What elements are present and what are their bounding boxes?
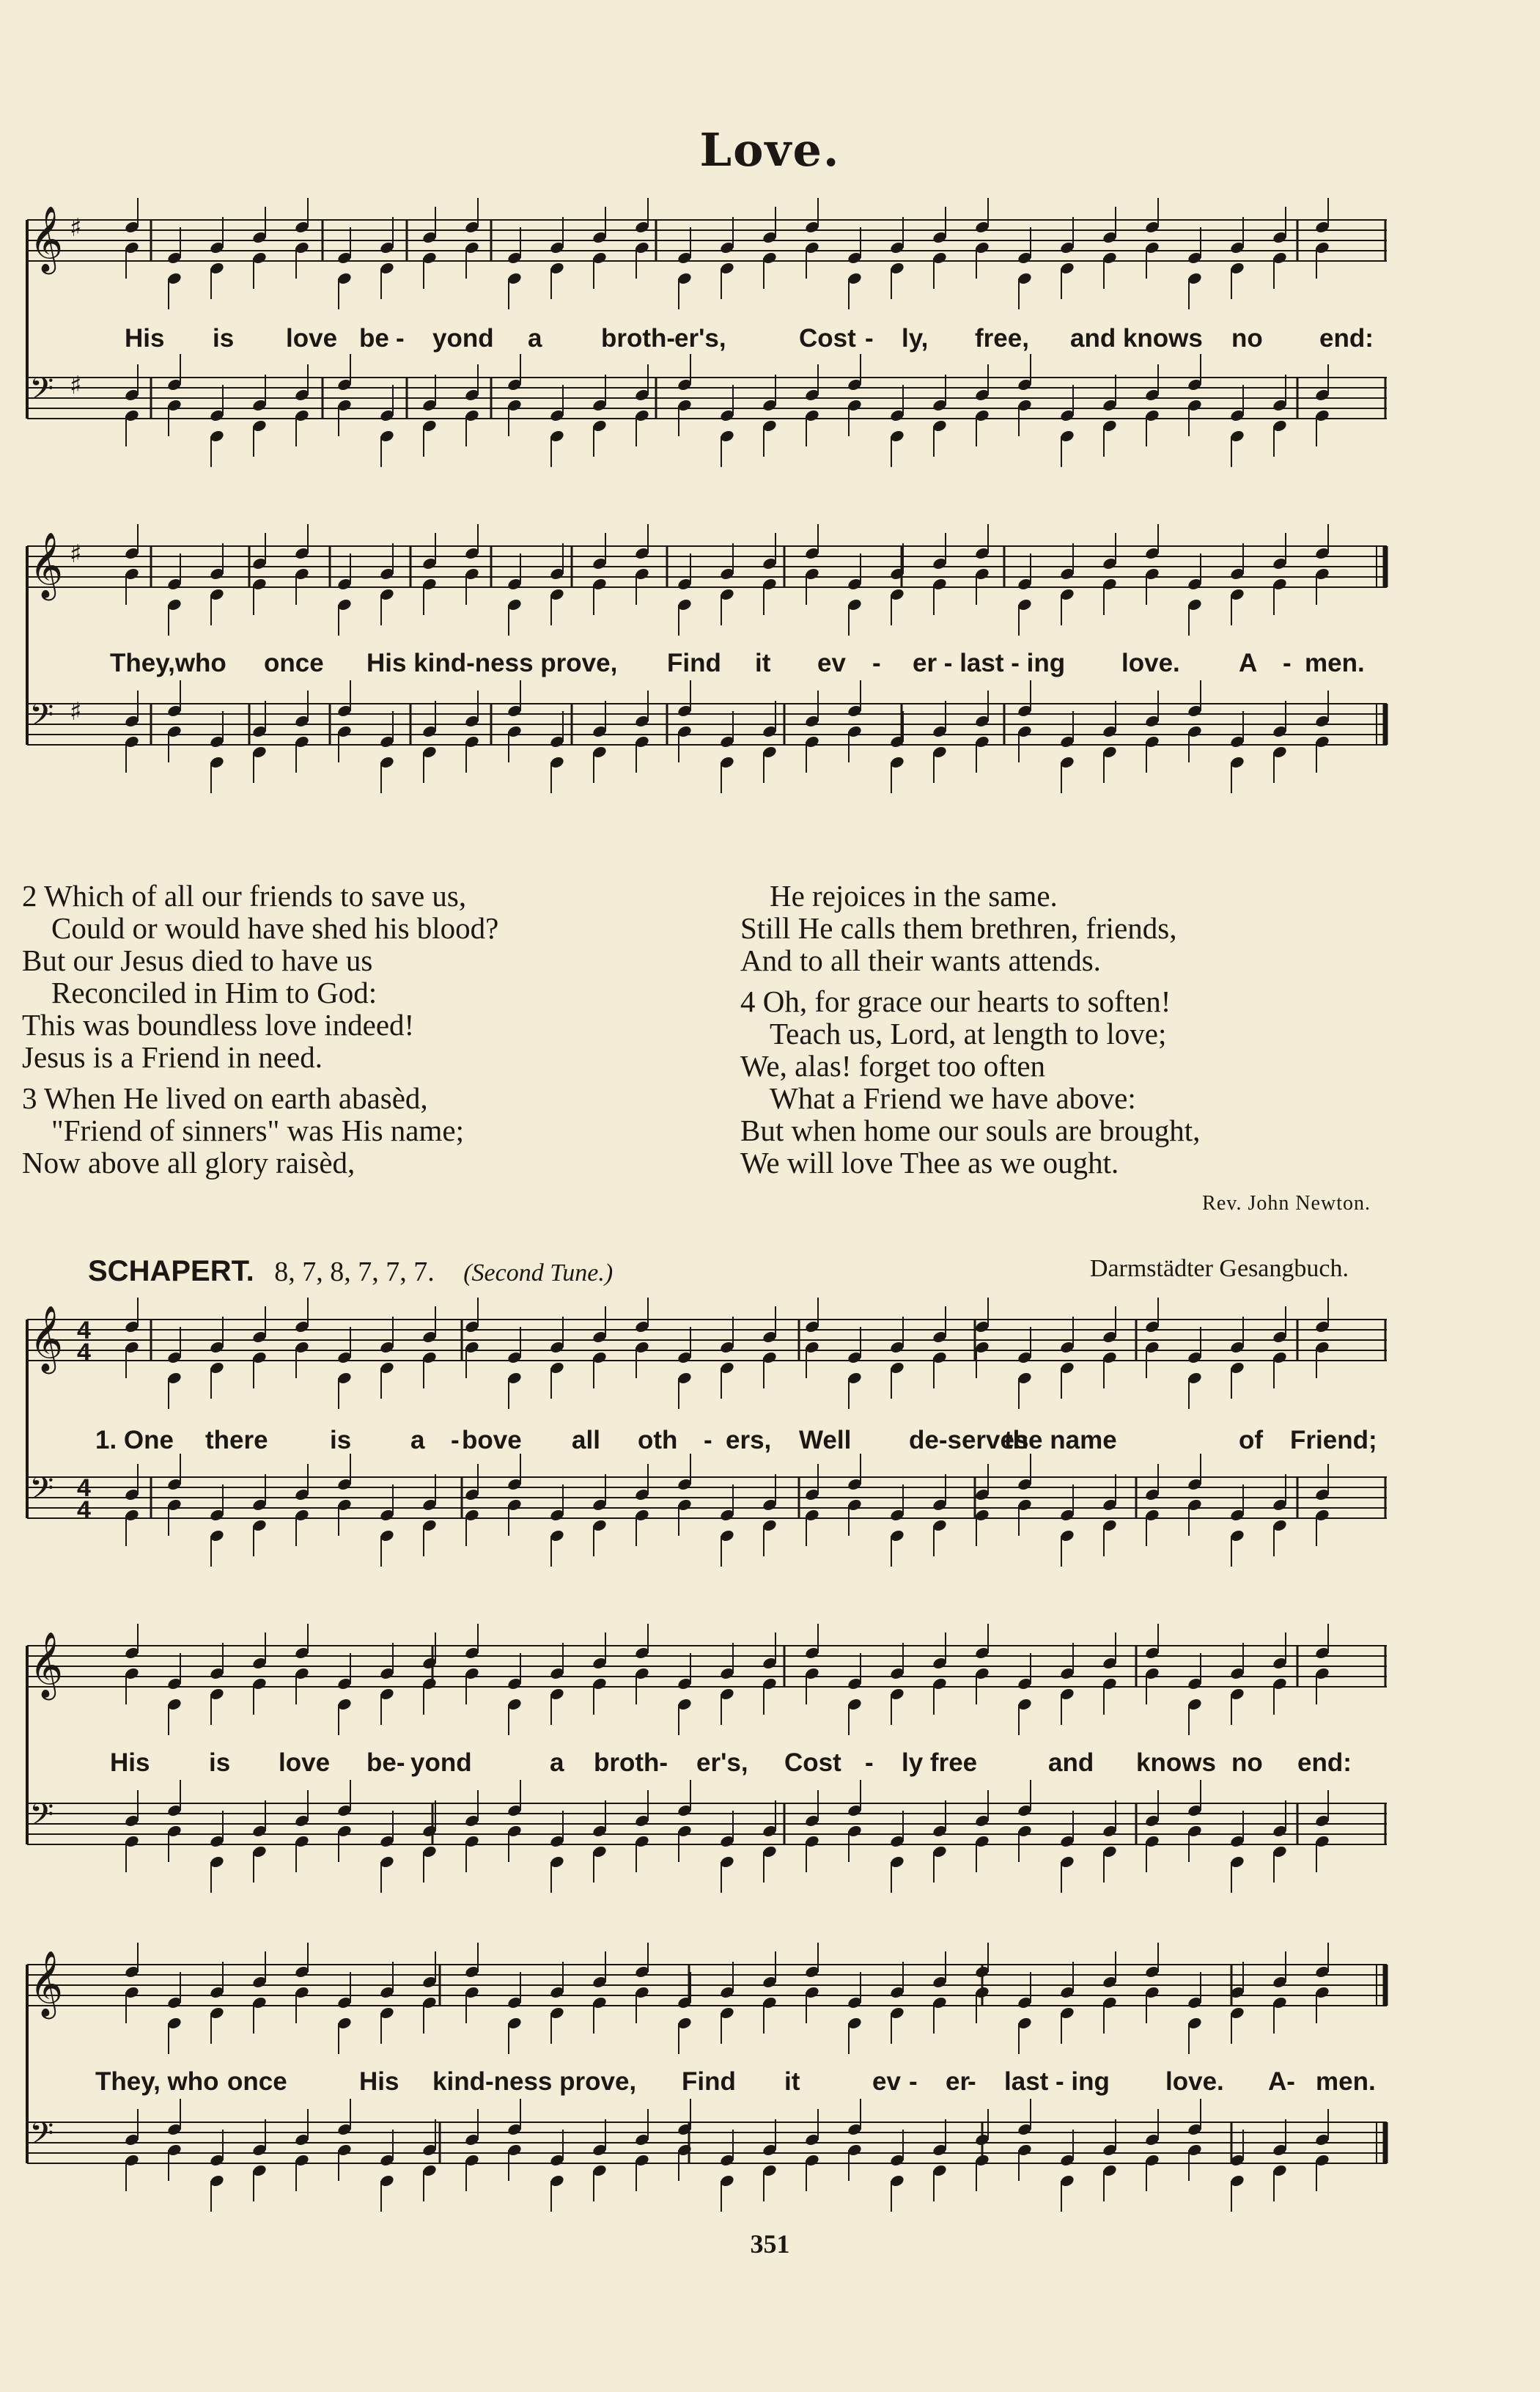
treble-clef-icon: 𝄞 — [29, 1632, 64, 1698]
treble-staff — [27, 524, 1387, 636]
lyric-syllable: Cost — [799, 324, 856, 353]
lyric-syllable: - — [451, 1426, 460, 1454]
time-signature-digit: 4 — [77, 1317, 91, 1344]
music-system-1 — [22, 198, 1401, 506]
treble-staff — [27, 1298, 1387, 1409]
lyric-syllable: - — [909, 2067, 918, 2096]
lyric-syllable: His kind-ness prove, — [366, 649, 618, 677]
lyric-syllable: and knows — [1070, 324, 1203, 353]
lyric-syllable: ev — [817, 649, 846, 677]
treble-clef-icon: 𝄞 — [29, 1951, 64, 2017]
lyric-syllable: is — [209, 1748, 231, 1777]
lyric-syllable: of — [1239, 1426, 1264, 1454]
lyric-syllable: ly free — [902, 1748, 978, 1777]
lyric-syllable: - — [865, 324, 874, 353]
verse-column-right — [740, 880, 1422, 1179]
page-number: 351 — [750, 2229, 790, 2259]
lyric-syllable: be — [359, 324, 389, 353]
lyric-syllable: - — [872, 649, 881, 677]
lyric-syllable: once — [264, 649, 324, 677]
lyric-syllable: Find — [667, 649, 721, 677]
lyric-syllable: yond — [410, 1748, 472, 1777]
treble-clef-icon: 𝄞 — [29, 532, 64, 598]
verse-line: Could or would have shed his blood? — [51, 911, 499, 945]
bass-clef-icon: 𝄢 — [29, 2116, 54, 2160]
page-title: Love. — [699, 123, 841, 177]
treble-staff — [27, 1624, 1387, 1735]
lyric-syllable: the name — [1004, 1426, 1117, 1454]
lyric-syllable: love — [279, 1748, 331, 1777]
note-group — [124, 1624, 1330, 1735]
lyric-syllable: a — [410, 1426, 425, 1454]
lyric-syllable: there — [205, 1426, 268, 1454]
lyric-syllable: ers, — [726, 1426, 772, 1454]
lyric-syllable: a — [550, 1748, 564, 1777]
note-group — [124, 524, 1330, 636]
lyric-syllable: kind-ness prove, — [432, 2067, 637, 2096]
sharp-icon: ♯ — [70, 213, 82, 243]
bass-clef-icon: 𝄢 — [29, 371, 54, 415]
lyric-syllable: free, — [975, 324, 1029, 353]
lyric-syllable: ly, — [902, 324, 929, 353]
lyric-syllable: and — [1048, 1748, 1094, 1777]
lyric-syllable: broth- — [601, 324, 676, 353]
lyric-syllable: knows — [1136, 1748, 1216, 1777]
tune-header — [88, 1255, 1349, 1292]
lyric-syllable: it — [755, 649, 771, 677]
lyric-syllable: 1. One — [95, 1426, 174, 1454]
lyric-syllable: - — [704, 1426, 712, 1454]
lyric-syllable: - — [865, 1748, 874, 1777]
lyric-syllable: no — [1231, 1748, 1263, 1777]
verse-line: What a Friend we have above: — [770, 1081, 1136, 1115]
staff-notation — [22, 1624, 1401, 1932]
bass-staff — [27, 1454, 1387, 1567]
lyric-syllable: Friend; — [1290, 1426, 1377, 1454]
lyric-syllable: His — [110, 1748, 150, 1777]
lyric-syllable: it — [784, 2067, 800, 2096]
note-group — [124, 2099, 1330, 2212]
bass-staff — [27, 2099, 1387, 2212]
treble-staff — [27, 1943, 1387, 2054]
lyric-syllable: men. — [1305, 649, 1365, 677]
note-group — [124, 1780, 1330, 1893]
lyric-syllable: His — [359, 2067, 399, 2096]
verse-line: This was boundless love indeed! — [22, 1008, 415, 1042]
verse-line: "Friend of sinners" was His name; — [51, 1114, 464, 1147]
lyric-syllable: broth- — [594, 1748, 668, 1777]
tune-meter: 8, 7, 8, 7, 7, 7. — [274, 1256, 435, 1287]
verse-line: And to all their wants attends. — [740, 943, 1101, 977]
music-system-5 — [22, 1943, 1401, 2251]
tune-note: (Second Tune.) — [463, 1259, 614, 1287]
lyric-syllable: - — [1283, 649, 1292, 677]
bass-staff — [27, 680, 1387, 793]
verse-column-left — [22, 880, 704, 1179]
bass-clef-icon: 𝄢 — [29, 1797, 54, 1841]
lyric-syllable: ev — [872, 2067, 901, 2096]
music-system-3 — [22, 1298, 1401, 1605]
staff-notation — [22, 1943, 1401, 2251]
time-signature-digit: 4 — [77, 1339, 91, 1366]
lyric-syllable: end: — [1319, 324, 1374, 353]
lyric-syllable: er - last - ing — [913, 649, 1066, 677]
bass-staff — [27, 354, 1387, 467]
sharp-icon: ♯ — [70, 540, 82, 569]
lyric-syllable: yond — [432, 324, 494, 353]
verse-line: We, alas! forget too often — [740, 1049, 1046, 1083]
lyric-syllable: last - ing — [1004, 2067, 1110, 2096]
note-group — [124, 1454, 1330, 1567]
bass-clef-icon: 𝄢 — [29, 697, 54, 741]
lyric-syllable: A- — [1268, 2067, 1295, 2096]
sharp-icon: ♯ — [70, 371, 82, 400]
lyric-syllable: oth — [638, 1426, 678, 1454]
lyric-syllable: be- — [366, 1748, 405, 1777]
verse-line: Now above all glory raisèd, — [22, 1146, 355, 1180]
lyric-syllable: end: — [1297, 1748, 1352, 1777]
lyric-syllable: bove — [462, 1426, 522, 1454]
lyric-syllable: Find — [682, 2067, 736, 2096]
note-group — [124, 680, 1330, 793]
lyric-syllable: is — [213, 324, 235, 353]
note-group — [124, 198, 1330, 309]
time-signature-digit: 4 — [77, 1496, 91, 1524]
lyric-syllable: men. — [1316, 2067, 1376, 2096]
note-group — [124, 1943, 1330, 2054]
lyric-syllable: a — [528, 324, 542, 353]
tune-name: SCHAPERT. — [88, 1255, 254, 1287]
verse-line: 4 Oh, for grace our hearts to soften! — [740, 985, 1171, 1018]
sharp-icon: ♯ — [70, 697, 82, 726]
staff-notation — [22, 524, 1401, 832]
verse-line: But our Jesus died to have us — [22, 943, 373, 977]
lyric-syllable: Cost — [784, 1748, 841, 1777]
lyric-syllable: er's, — [696, 1748, 748, 1777]
lyric-syllable: er — [946, 2067, 970, 2096]
verse-line: We will love Thee as we ought. — [740, 1146, 1119, 1180]
lyric-syllable: They,who — [110, 649, 226, 677]
verse-line: Jesus is a Friend in need. — [22, 1040, 323, 1074]
verse-line: Reconciled in Him to God: — [51, 976, 377, 1009]
lyric-syllable: love — [286, 324, 338, 353]
lyric-syllable: Well — [799, 1426, 852, 1454]
time-signature-digit: 4 — [77, 1474, 91, 1502]
verse-line: 3 When He lived on earth abasèd, — [22, 1081, 428, 1115]
treble-staff — [27, 198, 1387, 309]
lyric-syllable: His — [125, 324, 165, 353]
treble-clef-icon: 𝄞 — [29, 206, 64, 272]
tune-source: Darmstädter Gesangbuch. — [1089, 1255, 1349, 1282]
note-group — [124, 354, 1330, 467]
verse-line: Still He calls them brethren, friends, — [740, 911, 1177, 945]
lyric-syllable: They, who — [95, 2067, 219, 2096]
verse-line: But when home our souls are brought, — [740, 1114, 1201, 1147]
treble-clef-icon: 𝄞 — [29, 1306, 64, 1372]
lyric-syllable: - — [968, 2067, 976, 2096]
verse-line: 2 Which of all our friends to save us, — [22, 879, 467, 913]
bass-clef-icon: 𝄢 — [29, 1471, 54, 1515]
lyric-syllable: love. — [1121, 649, 1180, 677]
note-group — [124, 1298, 1330, 1409]
music-system-2 — [22, 524, 1401, 832]
lyric-syllable: once — [227, 2067, 287, 2096]
author-attribution: Rev. John Newton. — [1202, 1192, 1371, 1215]
lyric-syllable: no — [1231, 324, 1263, 353]
lyric-syllable: all — [572, 1426, 600, 1454]
lyric-syllable: A — [1239, 649, 1258, 677]
lyric-syllable: - — [396, 324, 405, 353]
lyric-syllable: er's, — [674, 324, 726, 353]
verse-line: He rejoices in the same. — [770, 879, 1058, 913]
music-system-4 — [22, 1624, 1401, 1932]
lyric-syllable: is — [330, 1426, 352, 1454]
bass-staff — [27, 1780, 1387, 1893]
lyric-syllable: de-serves — [909, 1426, 1029, 1454]
lyric-syllable: love. — [1165, 2067, 1224, 2096]
verse-line: Teach us, Lord, at length to love; — [770, 1017, 1167, 1050]
